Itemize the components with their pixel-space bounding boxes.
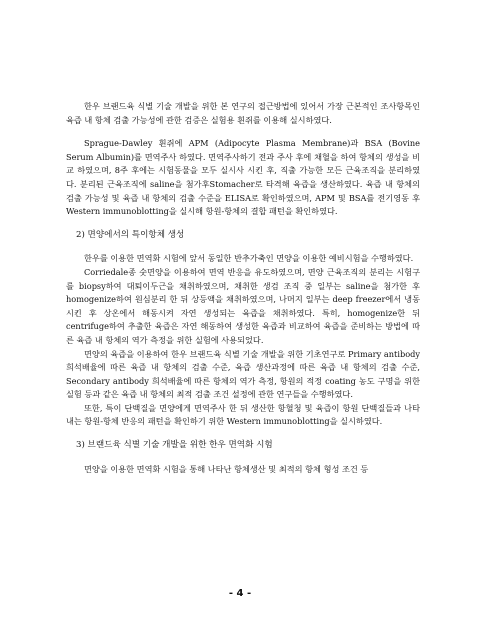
page-number: - 4 - [228,588,252,599]
section-heading-2: 2) 면양에서의 특이항체 생성 [76,229,185,240]
section-heading-3: 3) 브랜드육 식별 기술 개발을 위한 한우 면역화 시험 [76,440,273,451]
paragraph-sheep-juice: 면양의 육즙을 이용하여 한우 브랜드육 식별 기술 개발을 위한 기초연구로 Primary antibody 희석배율에 따른 육즙 내 항체의 검출 수준, 육즙 생산과정에 따른 육즙 내 항체의 검출 수준, Secondary antibody 희석배율에 따른 항체의 역가 측정, 항원의 적정 coating 농도 구명을 위한 실험 등과 같은 육즙 내 항체의 최적 검출 조건 설정에 관한 연구들을 수행하였다. [66,348,420,400]
paragraph-cattle-intro: 면양을 이용한 면역화 시험을 통해 나타난 항체생산 및 최적의 항체 형성 조건 등 [84,463,369,474]
paragraph-sheep-preliminary: 한우를 이용한 면역화 시험에 앞서 동일한 반추가축인 면양을 이용한 예비시험을 수행하였다. [84,253,414,264]
body-text [66,100,420,476]
paragraph-western-blot: 또한, 특이 단백질을 면양에게 면역주사 한 뒤 생산한 항혈청 및 육즙이 항원 단백질들과 나타내는 항원-항체 반응의 패턴을 확인하기 위한 Western immunoblotting을 실시하였다. [66,402,420,427]
paragraph-rat-experiment: Sprague-Dawley 흰쥐에 APM (Adipocyte Plasma Membrane)과 BSA (Bovine Serum Albumin)를 면역주사 하였다. 면역주사하기 전과 주사 후에 채혈을 하여 항체의 생성을 비교 하였으며, 8주 후에는 시험동물을 모두 실시사 시킨 후, 직출 가능한 모든 근육조직을 분리하였다. 분리된 근육조직에 saline을 첨가후Stomacher로 타격해 육즙을 생산하였다. 육즙 내 항체의 검출 가능성 및 육즙 내 항체의 검출 수준을 ELISA로 확인하였으며, APM 및 BSA를 전기영동 후 Western immunoblotting을 실시해 항원-항체의 결합 패턴을 확인하였다. [66,138,420,217]
paragraph-intro: 한우 브랜드육 식별 기술 개발을 위한 본 연구의 접근방법에 있어서 가장 근본적인 조사항목인 육즙 내 항체 검출 가능성에 관한 검증은 실험용 흰쥐를 이용해 실시하였다. [66,101,420,125]
paragraph-corriedale: Corriedale종 숫면양을 이용하여 면역 반응을 유도하였으며, 면양 근육조직의 분리는 시험구를 biopsy하여 대퇴이두근을 채취하였으며, 채취한 생검 조직 중 일부는 saline을 첨가한 후 homogenize하여 원심분리 한 뒤 상등액을 채취하였으며, 나머지 일부는 deep freezer에서 냉동시킨 후 상온에서 해동시켜 자연 생성되는 육즙을 채취하였다. 특히, homogenize한 뒤 centrifuge하여 추출한 육즙은 자연 해동하여 생성한 육즙과 비교하여 육즙을 준비하는 방법에 따른 육즙 내 항체의 역가 측정을 위한 실험에 사용되었다. [66,266,420,345]
